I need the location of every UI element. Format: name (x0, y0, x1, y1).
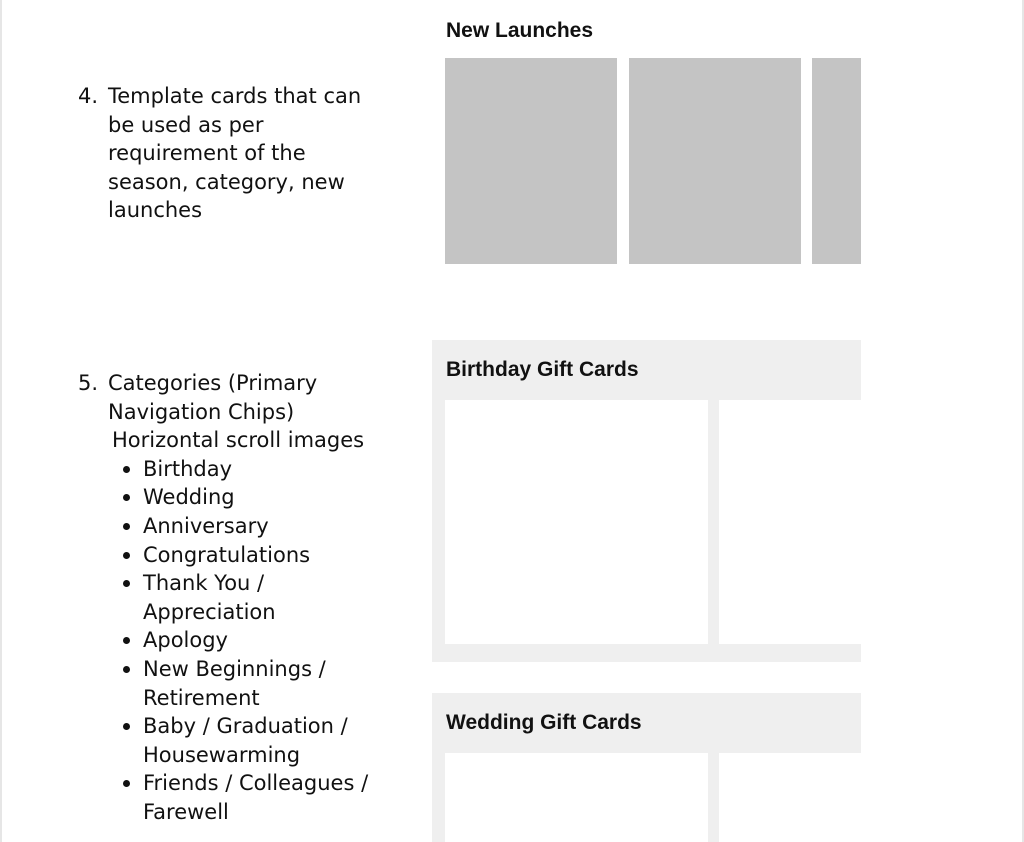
bullet-item (143, 512, 408, 541)
note-5-subtitle: Horizontal scroll images (112, 428, 365, 453)
note-4-line: season, category, new (108, 169, 345, 194)
bullet-dot-icon (123, 666, 130, 673)
category-bullet-list (78, 455, 408, 827)
note-4-line: be used as per (108, 112, 264, 137)
note-5-text (108, 369, 408, 426)
bullet-item (143, 483, 408, 512)
bullet-text: Anniversary (143, 513, 269, 538)
wedding-gift-cards-section (432, 693, 861, 842)
note-4-number: 4. (78, 84, 99, 108)
note-4-line: Template cards that can (108, 84, 362, 108)
bullet-text-continued: Retirement (143, 685, 260, 710)
bullet-text: Friends / Colleagues / (143, 771, 369, 796)
bullet-dot-icon (123, 723, 130, 730)
bullet-text: Thank You / (143, 571, 265, 596)
bullet-dot-icon (123, 466, 130, 473)
note-5-line: Navigation Chips) (108, 399, 295, 424)
bullet-text: Birthday (143, 456, 233, 481)
bullet-dot-icon (123, 637, 130, 644)
new-launches-title: New Launches (446, 19, 594, 42)
wedding-gift-cards-title: Wedding Gift Cards (446, 711, 642, 734)
note-5-line: Categories (Primary (108, 371, 318, 395)
bullet-item (143, 712, 408, 769)
bullet-item (143, 569, 408, 626)
wedding-gift-card[interactable] (445, 753, 708, 842)
bullet-dot-icon (123, 552, 130, 559)
note-item-4 (78, 82, 408, 225)
bullet-dot-icon (123, 494, 130, 501)
bullet-item (143, 655, 408, 712)
note-4-line: launches (108, 198, 203, 223)
birthday-gift-cards-section (432, 340, 861, 662)
bullet-item (143, 769, 408, 826)
note-item-5 (78, 369, 408, 827)
note-4-line: requirement of the (108, 141, 306, 166)
bullet-text-continued: Farewell (143, 799, 229, 824)
bullet-dot-icon (123, 580, 130, 587)
wedding-gift-card-partial[interactable] (719, 753, 861, 842)
bullet-dot-icon (123, 780, 130, 787)
new-launch-card[interactable] (445, 58, 617, 264)
page-left-border (0, 0, 2, 842)
bullet-text: Congratulations (143, 542, 311, 567)
bullet-text: New Beginnings / (143, 656, 326, 681)
bullet-text: Wedding (143, 485, 235, 510)
note-4-text (108, 82, 408, 225)
bullet-text-continued: Housewarming (143, 742, 301, 767)
bullet-text-continued: Appreciation (143, 599, 276, 624)
birthday-gift-card-partial[interactable] (719, 400, 861, 644)
bullet-item (143, 541, 408, 570)
birthday-gift-cards-title: Birthday Gift Cards (446, 358, 639, 381)
bullet-item (143, 626, 408, 655)
bullet-text: Baby / Graduation / (143, 714, 348, 739)
bullet-dot-icon (123, 523, 130, 530)
bullet-item (143, 455, 408, 484)
birthday-gift-card[interactable] (445, 400, 708, 644)
new-launch-card[interactable] (629, 58, 801, 264)
new-launch-card-partial[interactable] (812, 58, 861, 264)
note-5-number: 5. (78, 371, 99, 395)
bullet-text: Apology (143, 628, 228, 653)
